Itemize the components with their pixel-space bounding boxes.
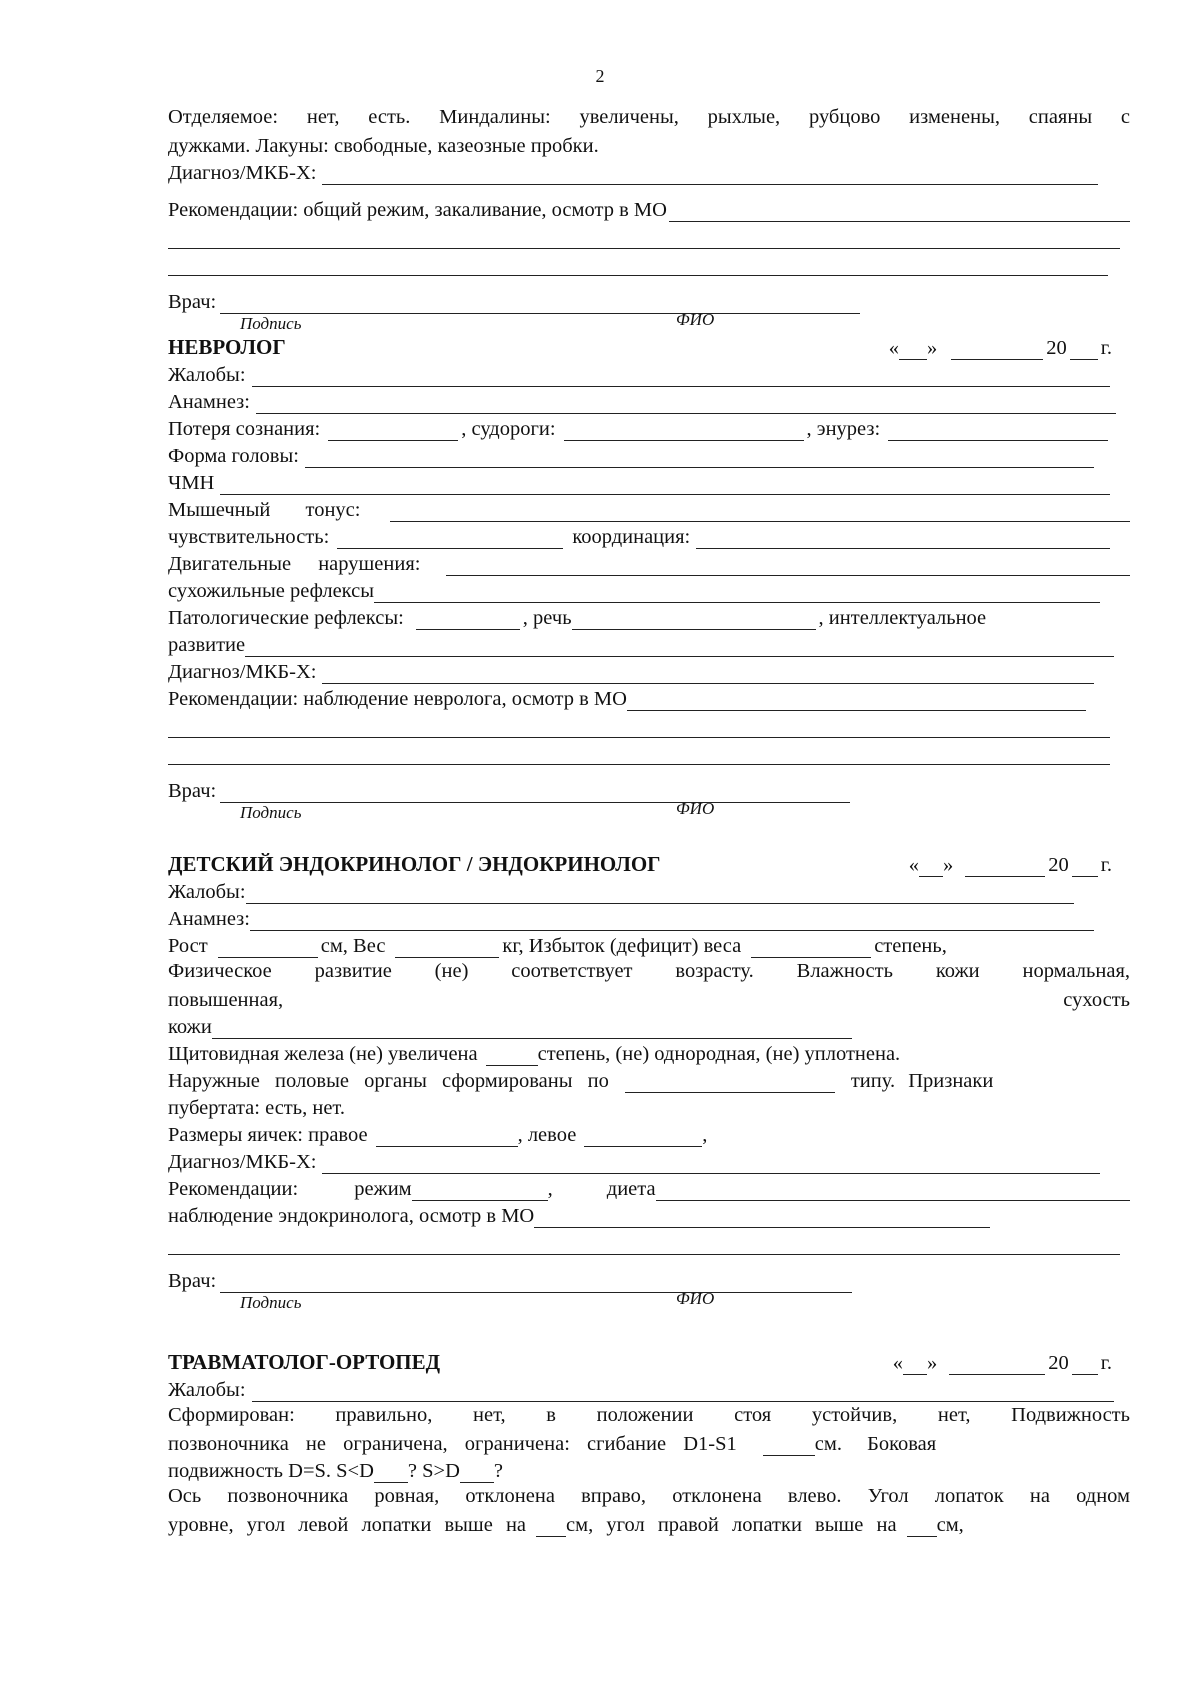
- endocrinologist-complaints-label: Жалобы:: [168, 881, 246, 903]
- coordination-field[interactable]: [696, 531, 1110, 549]
- skin-field[interactable]: [212, 1021, 852, 1039]
- testes-row: [168, 1120, 1130, 1147]
- muscle-tone-label: Мышечный тонус:: [168, 499, 361, 521]
- neurologist-complaints-label: Жалобы:: [168, 364, 246, 386]
- endocrinologist-signature-captions: [168, 1289, 1130, 1315]
- ent-signature-caption: Подпись: [240, 314, 302, 333]
- cranial-nerves-row: [168, 468, 1130, 495]
- pathological-reflexes-field[interactable]: [416, 612, 520, 630]
- head-shape-label: Форма головы:: [168, 445, 299, 467]
- puberty-text: пубертата: есть, нет.: [168, 1097, 345, 1119]
- cranial-nerves-field[interactable]: [220, 477, 1110, 495]
- development-field[interactable]: [245, 639, 1114, 657]
- neurologist-date: « » 20 г.: [888, 337, 1112, 359]
- neurologist-diagnosis-label: Диагноз/МКБ-Х:: [168, 661, 317, 683]
- neurologist-signature-caption: Подпись: [240, 803, 302, 822]
- diet-field[interactable]: [656, 1183, 1130, 1201]
- neurologist-date-month[interactable]: [951, 342, 1043, 360]
- endocrinologist-title: ДЕТСКИЙ ЭНДОКРИНОЛОГ / ЭНДОКРИНОЛОГ: [168, 852, 661, 876]
- endocrinologist-diagnosis-label: Диагноз/МКБ-Х:: [168, 1151, 317, 1173]
- regimen-field[interactable]: [412, 1183, 548, 1201]
- scapula-right-field[interactable]: [907, 1519, 937, 1537]
- orthopedist-date: « » 20 г.: [892, 1352, 1112, 1374]
- motor-disorders-field[interactable]: [446, 558, 1130, 576]
- lateral-label: см. Боковая: [814, 1433, 937, 1455]
- thyroid-degree-field[interactable]: [486, 1048, 538, 1066]
- motor-disorders-row: [168, 549, 1130, 576]
- scapula-left-field[interactable]: [536, 1519, 566, 1537]
- motor-disorders-label: Двигательные нарушения:: [168, 553, 421, 575]
- neurologist-signature-captions: [168, 799, 1130, 825]
- ent-doctor-signature-row: [168, 286, 1130, 314]
- head-shape-row: [168, 441, 1130, 468]
- testes-left-field[interactable]: [584, 1129, 702, 1147]
- degree-label: степень,: [874, 935, 947, 957]
- ent-recommendations-label: Рекомендации: общий режим, закаливание, осмотр в МО: [168, 199, 667, 221]
- neurologist-anamnesis-field[interactable]: [256, 396, 1116, 414]
- endocrinologist-diagnosis-row: [168, 1147, 1130, 1174]
- observation-field[interactable]: [534, 1210, 990, 1228]
- testes-left-label: , левое: [517, 1124, 577, 1146]
- observation-label: наблюдение эндокринолога, осмотр в МО: [168, 1205, 535, 1227]
- lateral-mobility-row: [168, 1456, 1130, 1483]
- ent-doctor-signature-field[interactable]: [220, 296, 860, 314]
- endocrinologist-date-year[interactable]: [1072, 859, 1098, 877]
- ent-recommendations-line-2[interactable]: [168, 222, 1120, 249]
- height-weight-row: [168, 931, 1130, 958]
- ent-fio-caption: ФИО: [676, 310, 715, 329]
- skin-increased-text: повышенная,: [168, 989, 284, 1011]
- speech-field[interactable]: [572, 612, 816, 630]
- ent-diagnosis-label: Диагноз/МКБ-Х:: [168, 162, 317, 184]
- neurologist-diagnosis-field[interactable]: [322, 666, 1094, 684]
- page-number: 2: [595, 66, 605, 86]
- lateral-question-mark: ?: [493, 1460, 504, 1482]
- orthopedist-date-year[interactable]: [1072, 1357, 1098, 1375]
- endocrinologist-fio-caption: ФИО: [676, 1289, 715, 1308]
- lateral-mobility-label: подвижность D=S. S<D: [168, 1460, 374, 1482]
- genitals-type-label: типу. Признаки: [850, 1070, 994, 1092]
- seizures-label: , судороги:: [461, 418, 556, 440]
- orthopedist-complaints-row: [168, 1375, 1130, 1402]
- lateral-right-field[interactable]: [460, 1465, 494, 1483]
- neurologist-doctor-signature-row: [168, 775, 1130, 803]
- weight-field[interactable]: [395, 940, 499, 958]
- muscle-tone-row: [168, 495, 1130, 522]
- endocrinologist-diagnosis-field[interactable]: [322, 1156, 1100, 1174]
- spine-mobility-row: [168, 1429, 1130, 1456]
- orthopedist-header: [168, 1345, 1130, 1375]
- weight-label: см, Вес: [320, 935, 386, 957]
- ent-diagnosis-row: [168, 158, 1130, 185]
- enuresis-field[interactable]: [888, 423, 1108, 441]
- height-field[interactable]: [218, 940, 318, 958]
- skin-dryness-text: сухость: [1063, 989, 1130, 1011]
- diet-label: диета: [606, 1178, 656, 1200]
- neurologist-recommendations-line-3[interactable]: [168, 738, 1110, 765]
- orthopedist-date-month[interactable]: [949, 1357, 1045, 1375]
- ent-recommendations-line-3[interactable]: [168, 249, 1108, 276]
- flexion-field[interactable]: [763, 1438, 815, 1456]
- ent-recommendations-row: [168, 195, 1130, 222]
- skin-moisture-row: [168, 985, 1130, 1012]
- speech-label: , речь: [522, 607, 572, 629]
- neurologist-anamnesis-label: Анамнез:: [168, 391, 250, 413]
- neurologist-complaints-field[interactable]: [252, 369, 1110, 387]
- scapula-right-label: см, угол правой лопатки выше на: [566, 1514, 897, 1536]
- orthopedist-title: ТРАВМАТОЛОГ-ОРТОПЕД: [168, 1350, 441, 1374]
- ent-diagnosis-field[interactable]: [322, 167, 1098, 185]
- endocrinologist-date-day[interactable]: [919, 859, 943, 877]
- lateral-right-label: ? S>D: [407, 1460, 460, 1482]
- skin-label: кожи: [168, 1016, 212, 1038]
- endocrinologist-header: [168, 847, 1130, 877]
- genitals-label: Наружные половые органы сформированы по: [168, 1070, 609, 1092]
- tendon-reflexes-row: [168, 576, 1130, 603]
- pathological-reflexes-label: Патологические рефлексы:: [168, 607, 404, 629]
- tendon-reflexes-label: сухожильные рефлексы: [168, 580, 374, 602]
- thyroid-row: [168, 1039, 1130, 1066]
- ent-signature-captions: [168, 310, 1130, 336]
- testes-comma: ,: [702, 1124, 708, 1146]
- endocrinologist-anamnesis-row: [168, 904, 1130, 931]
- skin-row: [168, 1012, 1130, 1039]
- development-row: [168, 630, 1130, 657]
- intellectual-label: , интеллектуальное: [818, 607, 987, 629]
- endocrinologist-doctor-signature-row: [168, 1265, 1130, 1293]
- genitals-type-field[interactable]: [625, 1075, 835, 1093]
- endocrinologist-date: « » 20 г.: [908, 854, 1112, 876]
- ent-lacunae-text: дужками. Лакуны: свободные, казеозные пробки.: [168, 135, 599, 157]
- seizures-field[interactable]: [564, 423, 804, 441]
- endocrinologist-date-month[interactable]: [965, 859, 1045, 877]
- pathological-reflexes-row: [168, 603, 1130, 630]
- excess-weight-label: кг, Избыток (дефицит) веса: [502, 935, 742, 957]
- observation-row: [168, 1201, 1130, 1228]
- ent-doctor-label: Врач:: [168, 291, 217, 313]
- endocrinologist-signature-caption: Подпись: [240, 1293, 302, 1312]
- tendon-reflexes-field[interactable]: [374, 585, 1100, 603]
- neurologist-recommendations-field[interactable]: [627, 693, 1086, 711]
- endocrinologist-complaints-row: [168, 877, 1130, 904]
- height-label: Рост: [168, 935, 208, 957]
- genitals-row: [168, 1066, 1130, 1093]
- scapula-level-row: [168, 1510, 1130, 1537]
- lateral-left-field[interactable]: [374, 1465, 408, 1483]
- endocrinologist-anamnesis-label: Анамнез:: [168, 908, 250, 930]
- testes-right-field[interactable]: [376, 1129, 518, 1147]
- endocrinologist-complaints-field[interactable]: [246, 886, 1074, 904]
- endocrinologist-anamnesis-field[interactable]: [250, 913, 1094, 931]
- neurologist-consciousness-row: [168, 414, 1130, 441]
- neurologist-anamnesis-row: [168, 387, 1130, 414]
- regimen-comma: ,: [547, 1178, 553, 1200]
- spine-axis-text: Ось позвоночника ровная, отклонена вправо, отклонена влево. Угол лопаток на одном: [168, 1485, 1130, 1507]
- consciousness-loss-field[interactable]: [328, 423, 458, 441]
- neurologist-recommendations-label: Рекомендации: наблюдение невролога, осмотр в МО: [168, 688, 627, 710]
- neurologist-date-year[interactable]: [1070, 342, 1098, 360]
- endocrinologist-doctor-signature-field[interactable]: [220, 1275, 852, 1293]
- coordination-label: координация:: [572, 526, 691, 548]
- physical-development-text: Физическое развитие (не) соответствует возрасту. Влажность кожи нормальная,: [168, 960, 1130, 982]
- ent-discharge-text: Отделяемое: нет, есть. Миндалины: увеличены, рыхлые, рубцово изменены, спаяны с: [168, 106, 1130, 128]
- head-shape-field[interactable]: [305, 450, 1094, 468]
- endocrinologist-recommendations-label: Рекомендации:: [168, 1178, 299, 1200]
- endocrinologist-doctor-label: Врач:: [168, 1270, 217, 1292]
- neurologist-doctor-signature-field[interactable]: [220, 785, 850, 803]
- sensitivity-label: чувствительность:: [168, 526, 330, 548]
- orthopedist-complaints-label: Жалобы:: [168, 1379, 246, 1401]
- consciousness-loss-label: Потеря сознания:: [168, 418, 321, 440]
- neurologist-diagnosis-row: [168, 657, 1130, 684]
- regimen-label: режим: [354, 1178, 412, 1200]
- neurologist-recommendations-line-2[interactable]: [168, 711, 1110, 738]
- sensitivity-field[interactable]: [337, 531, 563, 549]
- endocrinologist-recommendations-row: [168, 1174, 1130, 1201]
- neurologist-date-day[interactable]: [899, 342, 927, 360]
- excess-weight-field[interactable]: [751, 940, 871, 958]
- orthopedist-date-day[interactable]: [903, 1357, 927, 1375]
- endocrinologist-recommendations-line-2[interactable]: [168, 1228, 1120, 1255]
- muscle-tone-field[interactable]: [390, 504, 1130, 522]
- orthopedist-complaints-field[interactable]: [252, 1384, 1114, 1402]
- thyroid-description: степень, (не) однородная, (не) уплотнена.: [537, 1043, 901, 1065]
- neurologist-title: НЕВРОЛОГ: [168, 335, 286, 359]
- neurologist-fio-caption: ФИО: [676, 799, 715, 818]
- form-content: [168, 104, 1130, 1537]
- scapula-left-label: уровне, угол левой лопатки выше на: [168, 1514, 527, 1536]
- spine-mobility-label: позвоночника не ограничена, ограничена: сгибание D1-S1: [168, 1433, 737, 1455]
- formed-text: Сформирован: правильно, нет, в положении стоя устойчив, нет, Подвижность: [168, 1404, 1130, 1426]
- puberty-row: [168, 1093, 1130, 1120]
- thyroid-label: Щитовидная железа (не) увеличена: [168, 1043, 478, 1065]
- development-label: развитие: [168, 634, 246, 656]
- enuresis-label: , энурез:: [806, 418, 881, 440]
- neurologist-recommendations-row: [168, 684, 1130, 711]
- sensitivity-row: [168, 522, 1130, 549]
- neurologist-doctor-label: Врач:: [168, 780, 217, 802]
- ent-recommendations-field[interactable]: [669, 204, 1130, 222]
- neurologist-complaints-row: [168, 360, 1130, 387]
- scapula-cm-label: см,: [936, 1514, 964, 1536]
- testes-label: Размеры яичек: правое: [168, 1124, 368, 1146]
- cranial-nerves-label: ЧМН: [168, 472, 215, 494]
